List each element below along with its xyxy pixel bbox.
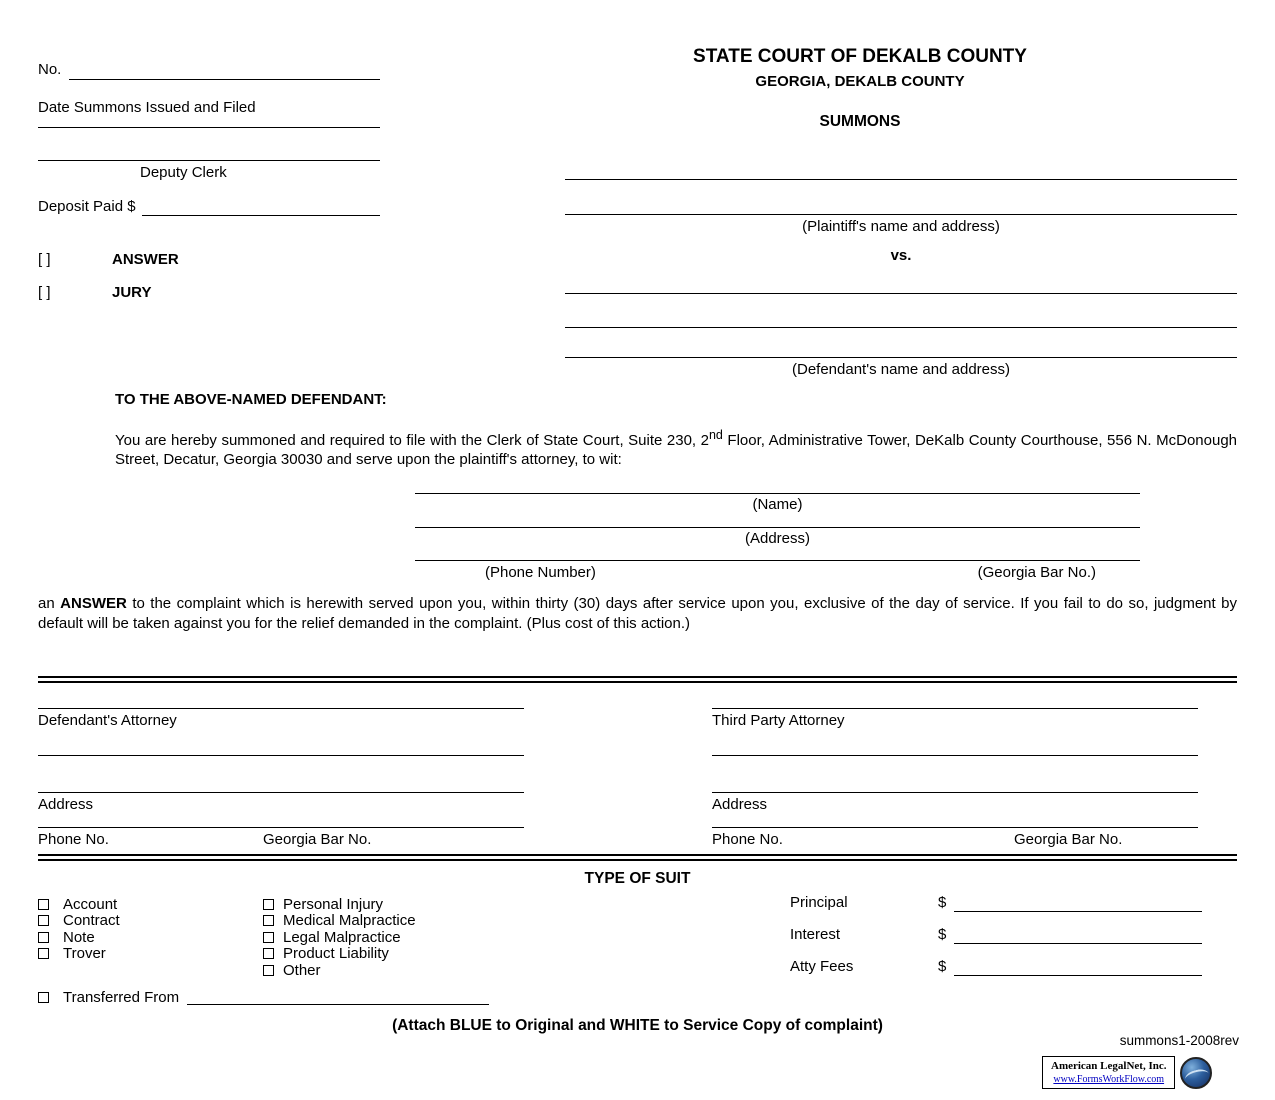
court-title: STATE COURT OF DEKALB COUNTY [693,46,1027,67]
third-party-attorney-label: Third Party Attorney [712,712,845,729]
case-caption-block [565,45,1237,380]
attorney-phone-bar-captions [415,561,1140,583]
summons-text-part1: You are hereby summoned and required to file with the Clerk of State Court, Suite 230, 2 [115,431,709,449]
defendant-attorney-label: Defendant's Attorney [38,712,177,729]
plaintiff-attorney-block [415,493,1140,583]
third-party-attorney-address-label: Address [712,795,768,813]
plaintiff-blank-1 [565,179,1237,180]
defendant-caption: (Defendant's name and address) [792,361,1010,379]
defendant-attorney-name-blank [38,708,524,709]
note-checkbox-icon[interactable] [38,932,49,943]
attorney-phone-caption: (Phone Number) [485,564,596,581]
defendant-attorney-column [38,702,524,850]
legal-malpractice-label: Legal Malpractice [283,928,401,946]
principal-amount-blank [954,898,1202,912]
defendant-blank-3 [565,357,1237,358]
other-label: Other [283,961,321,979]
suit-options-column-2 [263,896,416,979]
defendant-attorney-address-label: Address [38,795,94,813]
form-revision-number: summons1-2008rev [1119,1033,1239,1048]
product-liability-checkbox-icon[interactable] [263,948,274,959]
section-divider-bottom [38,854,1237,861]
interest-label: Interest [790,925,841,943]
suit-option-other [263,962,416,979]
document-title: SUMMONS [819,113,901,131]
answer-checkbox[interactable]: [ ] [38,251,51,268]
atty-fees-currency-sign: $ [938,957,947,975]
interest-amount-row [790,925,1202,944]
interest-currency-sign: $ [938,925,947,943]
account-checkbox-icon[interactable] [38,899,49,910]
atty-fees-amount-row [790,957,1202,976]
attorney-name-blank [415,493,1140,494]
transferred-from-checkbox-icon[interactable] [38,992,49,1003]
third-party-attorney-address-blank [712,792,1198,793]
summons-text-superscript: nd [708,427,723,442]
court-header [565,45,1155,132]
deputy-clerk-blank [38,160,380,161]
transferred-from-blank [187,991,489,1005]
case-number-blank [69,66,380,80]
summons-text-part2: Floor, Administrative Tower, DeKalb County Courthouse, 556 N. McDonough Street, Decatur, Georgia 30030 and serve upon the plaintiff's attorney, to wit: [115,431,1238,468]
clerk-header-block [38,60,380,302]
defendant-heading: TO THE ABOVE-NAMED DEFENDANT: [115,391,387,408]
personal-injury-label: Personal Injury [283,895,384,913]
attorney-address-blank [415,527,1140,528]
jury-checkbox-label: JURY [112,283,152,301]
deposit-paid-label: Deposit Paid $ [38,197,136,215]
transferred-from-row [38,988,489,1008]
plaintiff-blank-2 [565,214,1237,215]
third-party-attorney-phone-bar-row [712,830,1198,850]
globe-logo-icon [1180,1057,1212,1089]
case-number-label: No. [38,61,62,78]
vendor-badge [1042,1056,1212,1089]
personal-injury-checkbox-icon[interactable] [263,899,274,910]
third-party-attorney-phone-blank [712,827,1198,828]
answer-text-bold: ANSWER [60,595,127,612]
plaintiff-caption: (Plaintiff's name and address) [802,218,1000,236]
date-issued-blank [38,127,380,128]
vendor-url-link[interactable]: www.FormsWorkFlow.com [1053,1074,1165,1086]
interest-amount-blank [954,930,1202,944]
deputy-clerk-label: Deputy Clerk [140,164,227,181]
defendant-attorney-bar-label: Georgia Bar No. [263,831,372,848]
legal-malpractice-checkbox-icon[interactable] [263,932,274,943]
defendant-attorney-phone-blank [38,827,524,828]
defendant-attorney-phone-label: Phone No. [38,831,109,848]
attorney-bar-caption: (Georgia Bar No.) [977,564,1096,581]
suit-options-column-1 [38,896,120,962]
other-checkbox-icon[interactable] [263,965,274,976]
suit-amounts-column [790,893,1202,992]
jury-checkbox[interactable]: [ ] [38,283,51,301]
contract-checkbox-icon[interactable] [38,915,49,926]
vendor-box [1042,1056,1175,1089]
court-subtitle: GEORGIA, DEKALB COUNTY [755,72,965,90]
answer-text-part1: an [38,595,61,612]
answer-checkbox-label: ANSWER [112,251,179,268]
account-label: Account [63,895,118,913]
principal-amount-row [790,893,1202,912]
vendor-name: American LegalNet, Inc. [1051,1060,1167,1072]
versus-label: vs. [890,246,912,264]
attach-instruction-note: (Attach BLUE to Original and WHITE to Service Copy of complaint) [392,1017,883,1034]
trover-checkbox-icon[interactable] [38,948,49,959]
date-issued-label: Date Summons Issued and Filed [38,98,256,116]
suit-option-trover [38,946,120,963]
type-of-suit-section [38,869,1237,991]
atty-fees-label: Atty Fees [790,957,854,975]
note-label: Note [63,928,95,946]
principal-label: Principal [790,893,848,911]
defendant-attorney-address-blank [38,792,524,793]
defendant-attorney-phone-bar-row [38,830,524,850]
answer-paragraph [38,594,1237,633]
attorney-address-caption: (Address) [744,529,811,547]
attorney-signature-section [38,702,1198,850]
deposit-paid-row [38,197,380,217]
defendant-blank-1 [565,293,1237,294]
third-party-attorney-phone-label: Phone No. [712,831,783,848]
principal-currency-sign: $ [938,893,947,911]
medical-malpractice-checkbox-icon[interactable] [263,915,274,926]
attorney-name-caption: (Name) [752,496,803,513]
third-party-attorney-blank-2 [712,755,1198,756]
type-of-suit-grid [38,893,1237,991]
summons-body-block [115,390,1237,470]
transferred-from-label: Transferred From [63,989,180,1006]
third-party-attorney-bar-label: Georgia Bar No. [1014,831,1123,848]
contract-label: Contract [63,912,120,930]
deposit-paid-blank [142,202,380,216]
case-number-row [38,60,380,80]
summons-paragraph [115,427,1237,470]
defendant-attorney-blank-2 [38,755,524,756]
type-of-suit-heading: TYPE OF SUIT [584,870,691,887]
third-party-attorney-column [712,702,1198,850]
trover-label: Trover [63,945,106,963]
section-divider-top [38,676,1237,683]
answer-text-part2: to the complaint which is herewith served upon you, within thirty (30) days after service upon you, exclusive of the day of service. If you fail to do so, judgment by default will be taken against you for the relief demanded in the complaint. (Plus cost of this action.) [38,595,1237,632]
answer-checkbox-row [38,250,380,270]
jury-checkbox-row [38,283,380,303]
defendant-blank-2 [565,327,1237,328]
third-party-attorney-name-blank [712,708,1198,709]
medical-malpractice-label: Medical Malpractice [283,912,416,930]
atty-fees-amount-blank [954,962,1202,976]
product-liability-label: Product Liability [283,945,389,963]
